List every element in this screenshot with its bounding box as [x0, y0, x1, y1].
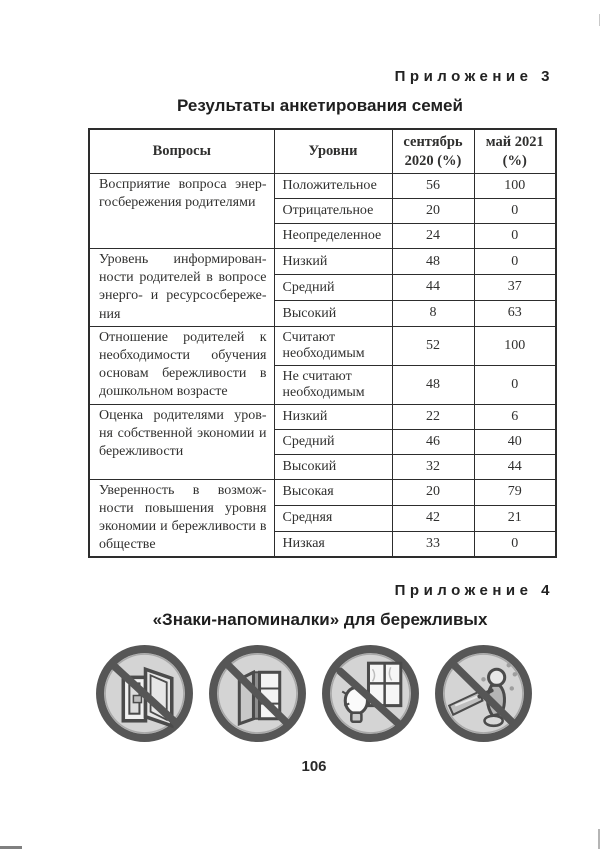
- may2021-cell: 37: [474, 275, 556, 301]
- level-cell: Низкая: [274, 531, 392, 557]
- sep2020-cell: 20: [392, 199, 474, 224]
- may2021-cell: 6: [474, 404, 556, 429]
- level-cell: Отрицательное: [274, 199, 392, 224]
- level-cell: Положительное: [274, 174, 392, 199]
- question-cell: Отношение родителей к необходимости обучения основам бережливости в дошкольном возрасте: [89, 326, 274, 404]
- may2021-cell: 44: [474, 454, 556, 479]
- level-cell: Средняя: [274, 505, 392, 531]
- appendix-3-heading: Приложение 3: [394, 68, 554, 85]
- sep2020-cell: 48: [392, 249, 474, 275]
- appendix-4-heading: Приложение 4: [394, 582, 554, 600]
- col-header-levels: Уровни: [274, 129, 392, 174]
- level-cell: Считают необходимым: [274, 326, 392, 365]
- level-cell: Средний: [274, 429, 392, 454]
- sep2020-cell: 48: [392, 365, 474, 404]
- sep2020-cell: 42: [392, 505, 474, 531]
- question-cell: Восприятие вопроса энер-госбережения родителями: [89, 174, 274, 249]
- level-cell: Средний: [274, 275, 392, 301]
- sep2020-cell: 52: [392, 326, 474, 365]
- sep2020-cell: 56: [392, 174, 474, 199]
- no-lights-in-daylight-sign-icon: [320, 643, 421, 744]
- sep2020-cell: 8: [392, 300, 474, 326]
- table-header-row: [89, 129, 556, 174]
- sep2020-cell: 33: [392, 531, 474, 557]
- question-cell: Уровень информирован-ности родителей в вопросе энерго- и ресурсосбереже-ния: [89, 249, 274, 327]
- sep2020-cell: 24: [392, 224, 474, 249]
- question-cell: Оценка родителями уров-ня собственной экономии и бережливости: [89, 404, 274, 479]
- level-cell: Неопределенное: [274, 224, 392, 249]
- sep2020-cell: 22: [392, 404, 474, 429]
- level-cell: Низкий: [274, 404, 392, 429]
- may2021-cell: 100: [474, 326, 556, 365]
- table-row: [89, 326, 556, 365]
- level-cell: Высокий: [274, 300, 392, 326]
- table-row: [89, 249, 556, 275]
- may2021-cell: 0: [474, 224, 556, 249]
- may2021-cell: 100: [474, 174, 556, 199]
- no-water-waste-sign-icon: [433, 643, 534, 744]
- sep2020-cell: 20: [392, 479, 474, 505]
- level-cell: Низкий: [274, 249, 392, 275]
- col-header-questions: Вопросы: [89, 129, 274, 174]
- level-cell: Высокий: [274, 454, 392, 479]
- may2021-cell: 0: [474, 531, 556, 557]
- may2021-cell: 0: [474, 365, 556, 404]
- table-row: [89, 174, 556, 199]
- may2021-cell: 0: [474, 199, 556, 224]
- appendix-3-title: Результаты анкетирования семей: [177, 96, 463, 115]
- sep2020-cell: 32: [392, 454, 474, 479]
- question-cell: Уверенность в возмож-ности повышения уровня экономии и бережливости в обществе: [89, 479, 274, 557]
- level-cell: Высокая: [274, 479, 392, 505]
- no-open-window-sign-icon: [207, 643, 308, 744]
- reminder-signs-row: [14, 643, 600, 744]
- col-header-may2021: май 2021 (%): [474, 129, 556, 174]
- col-header-sep2020: сентябрь 2020 (%): [392, 129, 474, 174]
- may2021-cell: 40: [474, 429, 556, 454]
- may2021-cell: 63: [474, 300, 556, 326]
- table-row: [89, 479, 556, 505]
- table-row: [89, 404, 556, 429]
- sep2020-cell: 46: [392, 429, 474, 454]
- appendix-4-title: «Знаки-напоминалки» для бережливых: [152, 610, 488, 630]
- sep2020-cell: 44: [392, 275, 474, 301]
- may2021-cell: 0: [474, 249, 556, 275]
- survey-results-table: [88, 128, 557, 558]
- page-number: 106: [301, 758, 327, 776]
- level-cell: Не считают необходимым: [274, 365, 392, 404]
- no-open-door-sign-icon: [94, 643, 195, 744]
- may2021-cell: 21: [474, 505, 556, 531]
- may2021-cell: 79: [474, 479, 556, 505]
